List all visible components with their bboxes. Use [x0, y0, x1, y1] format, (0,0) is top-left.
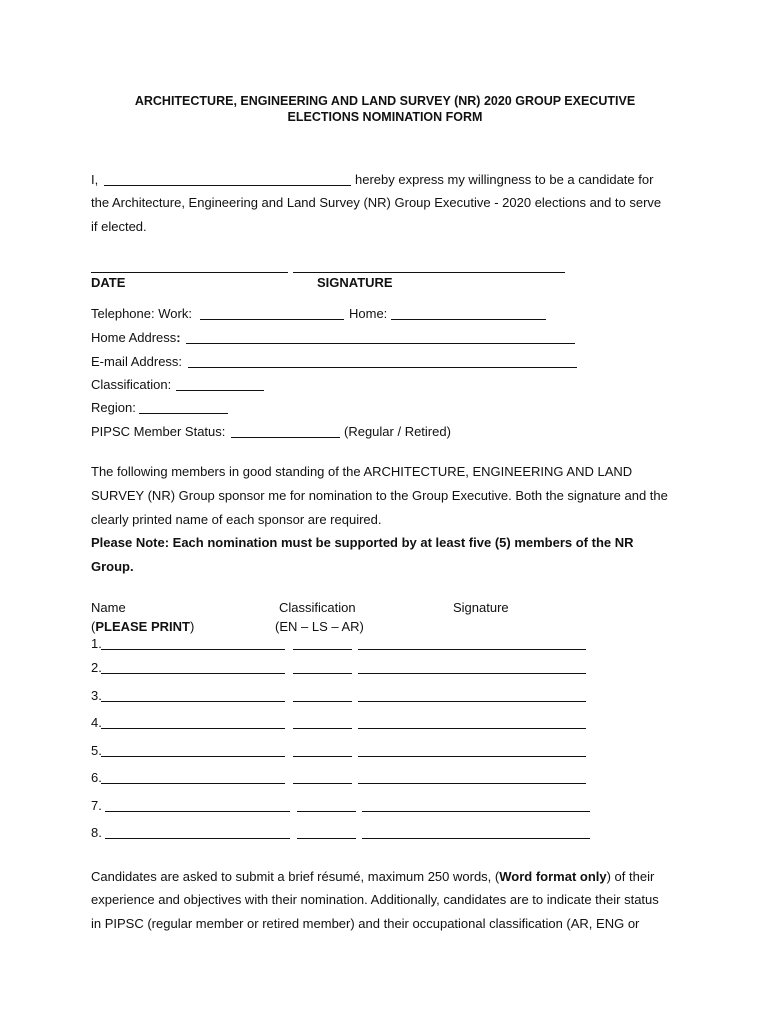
sponsor-name-field-5[interactable] [101, 756, 285, 757]
classification-codes: (EN – LS – AR) [275, 619, 364, 634]
row-number: 3. [91, 688, 102, 703]
candidate-name-field[interactable] [104, 185, 351, 186]
email-label: E-mail Address: [91, 354, 183, 369]
nomination-note-line1: Please Note: Each nomination must be supported by at least five (5) members of the NR [91, 535, 634, 550]
sponsor-signature-field-1[interactable] [358, 649, 586, 650]
sponsor-name-field-1[interactable] [101, 649, 285, 650]
sponsor-signature-field-3[interactable] [358, 701, 586, 702]
sponsor-class-field-7[interactable] [297, 811, 356, 812]
telephone-home-label: Home: [349, 306, 388, 321]
email-field[interactable] [188, 367, 577, 368]
sponsor-signature-field-8[interactable] [362, 838, 590, 839]
classification-column-header: Classification [279, 600, 356, 615]
sponsor-class-field-1[interactable] [293, 649, 352, 650]
sponsor-name-field-6[interactable] [101, 783, 285, 784]
row-number: 7. [91, 798, 102, 813]
home-address-label: Home Address: [91, 330, 181, 345]
sponsor-class-field-4[interactable] [293, 728, 352, 729]
classification-label: Classification: [91, 377, 172, 392]
sponsor-class-field-5[interactable] [293, 756, 352, 757]
sponsor-name-field-4[interactable] [101, 728, 285, 729]
sponsor-class-field-2[interactable] [293, 673, 352, 674]
sponsor-text-line3: clearly printed name of each sponsor are required. [91, 512, 382, 527]
candidate-signature-field[interactable] [293, 272, 565, 273]
form-title-line2: ELECTIONS NOMINATION FORM [287, 110, 483, 124]
resume-instructions-line2: experience and objectives with their nomination. Additionally, candidates are to indicate their status [91, 892, 659, 907]
row-number: 5. [91, 743, 102, 758]
row-number: 8. [91, 825, 102, 840]
intro-line2: the Architecture, Engineering and Land Survey (NR) Group Executive - 2020 elections and to serve [91, 195, 662, 210]
member-status-options: (Regular / Retired) [344, 424, 451, 439]
classification-field[interactable] [176, 390, 264, 391]
telephone-work-field[interactable] [200, 319, 344, 320]
intro-line1: hereby express my willingness to be a candidate for [355, 172, 654, 187]
name-column-header: Name [91, 600, 126, 615]
sponsor-name-field-7[interactable] [105, 811, 290, 812]
sponsor-signature-field-2[interactable] [358, 673, 586, 674]
sponsor-text-line2: SURVEY (NR) Group sponsor me for nomination to the Group Executive. Both the signature and the [91, 488, 668, 503]
sponsor-text-line1: The following members in good standing of the ARCHITECTURE, ENGINEERING AND LAND [91, 464, 633, 479]
telephone-work-label: Telephone: Work: [91, 306, 192, 321]
sponsor-signature-field-6[interactable] [358, 783, 586, 784]
intro-i-label: I, [91, 172, 99, 187]
signature-column-header: Signature [453, 600, 509, 615]
resume-instructions-line3: in PIPSC (regular member or retired member) and their occupational classification (AR, ENG or [91, 916, 640, 931]
sponsor-signature-field-7[interactable] [362, 811, 590, 812]
date-label: DATE [91, 275, 126, 290]
sponsor-class-field-8[interactable] [297, 838, 356, 839]
sponsor-class-field-6[interactable] [293, 783, 352, 784]
form-title-line1: ARCHITECTURE, ENGINEERING AND LAND SURVEY (NR) 2020 GROUP EXECUTIVE [134, 94, 636, 108]
sponsor-name-field-2[interactable] [101, 673, 285, 674]
signature-label: SIGNATURE [317, 275, 393, 290]
sponsor-name-field-8[interactable] [105, 838, 290, 839]
row-number: 1. [91, 636, 102, 651]
member-status-field[interactable] [231, 437, 340, 438]
row-number: 4. [91, 715, 102, 730]
telephone-home-field[interactable] [391, 319, 546, 320]
row-number: 6. [91, 770, 102, 785]
sponsor-signature-field-5[interactable] [358, 756, 586, 757]
sponsor-signature-field-4[interactable] [358, 728, 586, 729]
region-field[interactable] [139, 413, 228, 414]
member-status-label: PIPSC Member Status: [91, 424, 226, 439]
sponsor-name-field-3[interactable] [101, 701, 285, 702]
region-label: Region: [91, 400, 136, 415]
intro-line3: if elected. [91, 219, 147, 234]
please-print-note: (PLEASE PRINT) [91, 619, 195, 634]
nomination-note-line2: Group. [91, 559, 134, 574]
home-address-field[interactable] [186, 343, 575, 344]
resume-instructions-line1: Candidates are asked to submit a brief résumé, maximum 250 words, (Word format only) of their [91, 869, 655, 884]
sponsor-class-field-3[interactable] [293, 701, 352, 702]
date-field[interactable] [91, 272, 288, 273]
row-number: 2. [91, 660, 102, 675]
